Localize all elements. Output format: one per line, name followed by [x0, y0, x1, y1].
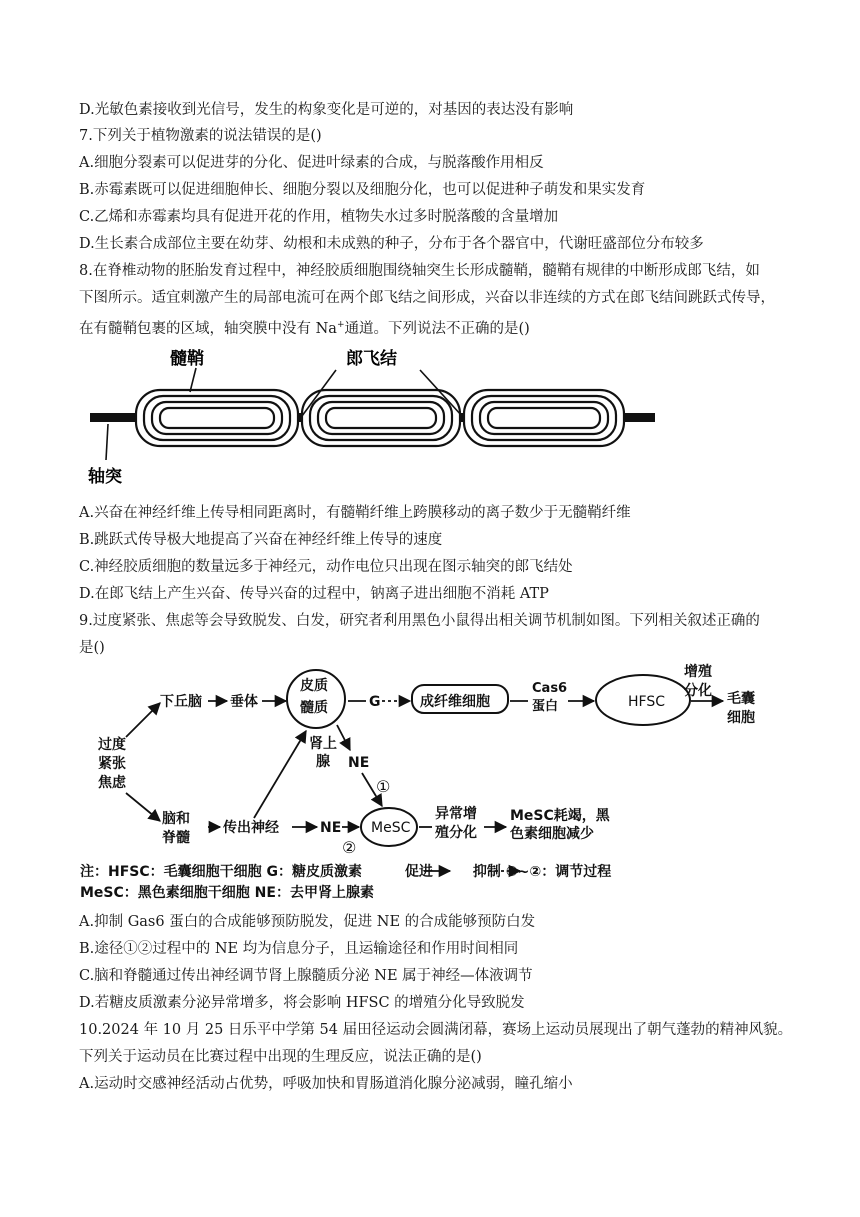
brain-spine-label-2: 脊髓: [162, 830, 190, 846]
mesc-label: MeSC: [371, 820, 411, 836]
abnormal-label-2: 殖分化: [435, 825, 477, 841]
myelin-pointer: [190, 368, 196, 392]
adrenal-label-2: 腺: [316, 754, 330, 770]
arrow-efferent-to-adrenal: [254, 731, 306, 818]
note-line-2: MeSC：黑色素细胞干细胞 NE：去甲肾上腺素: [80, 885, 374, 901]
q9-stem-line2: 是(): [79, 640, 105, 656]
result-label-1: MeSC耗竭，黑: [510, 808, 610, 824]
q9-option-c: C.脑和脊髓通过传出神经调节肾上腺髓质分泌 NE 属于神经—体液调节: [79, 968, 533, 984]
q9-option-b: B.途径①②过程中的 NE 均为信息分子，且运输途径和作用时间相同: [79, 941, 519, 957]
q8-option-a: A.兴奋在神经纤维上传导相同距离时，有髓鞘纤维上跨膜移动的离子数少于无髓鞘纤维: [79, 505, 631, 521]
q8-option-d: D.在郎飞结上产生兴奋、传导兴奋的过程中，钠离子进出细胞不消耗 ATP: [79, 586, 549, 602]
brain-spine-label-1: 脑和: [162, 811, 190, 827]
q7-option-d: D.生长素合成部位主要在幼芽、幼根和未成熟的种子，分布于各个器官中，代谢旺盛部位分布较多: [79, 236, 704, 252]
myelin-sheath-1: [136, 390, 298, 446]
hypothalamus-label: 下丘脑: [160, 694, 202, 710]
q7-option-a: A.细胞分裂素可以促进芽的分化、促进叶绿素的合成，与脱落酸作用相反: [79, 155, 544, 171]
arrow-stress-to-brain: [126, 793, 160, 821]
q8-stem-line2: 下图所示。适宜刺激产生的局部电流可在两个郎飞结之间形成，兴奋以非连续的方式在郎飞结间跳跃式传导，: [79, 290, 775, 306]
q8-option-c: C.神经胶质细胞的数量远多于神经元，动作电位只出现在图示轴突的郎飞结处: [79, 559, 573, 575]
na-superscript: +: [336, 320, 345, 330]
result-label-2: 色素细胞减少: [510, 826, 594, 842]
q9-option-a: A.抑制 Gas6 蛋白的合成能够预防脱发，促进 NE 的合成能够预防白发: [79, 914, 536, 930]
follicle-label-1: 毛囊: [727, 691, 755, 707]
q8-stem-part2: 通道。下列说法不正确的是(): [344, 320, 530, 337]
pathway-2-marker: ②: [342, 838, 357, 857]
q10-stem-line2: 下列关于运动员在比赛过程中出现的生理反应，说法正确的是(): [79, 1049, 482, 1065]
note-promote: 促进: [404, 864, 433, 880]
myelin-sheath-3: [464, 390, 624, 446]
adrenal-label-1: 肾上: [309, 736, 337, 752]
pathway-1-marker: ①: [376, 777, 391, 796]
q7-option-c: C.乙烯和赤霉素均具有促进开花的作用，植物失水过多时脱落酸的含量增加: [79, 209, 559, 225]
stress-label-3: 焦虑: [98, 775, 126, 791]
q9-option-d: D.若糖皮质激素分泌异常增多，将会影响 HFSC 的增殖分化导致脱发: [79, 995, 525, 1011]
note-line-1: [80, 863, 611, 880]
q6-option-d: D.光敏色素接收到光信号，发生的构象变化是可逆的，对基因的表达没有影响: [79, 102, 574, 118]
ne-mid-label: NE: [320, 820, 342, 836]
fibroblast-label: 成纤维细胞: [420, 694, 490, 710]
arrow-adrenal-to-ne: [337, 725, 350, 750]
pituitary-label: 垂体: [230, 694, 258, 710]
q8-stem-line3: [79, 315, 530, 339]
arrow-stress-to-hypothalamus: [126, 703, 160, 737]
proliferation-label-2: 分化: [684, 683, 712, 699]
proliferation-label-1: 增殖: [684, 664, 712, 680]
label-myelin: 髓鞘: [170, 349, 204, 369]
label-axon: 轴突: [88, 467, 122, 487]
abnormal-label-1: 异常增: [435, 806, 477, 822]
q10-option-a: A.运动时交感神经活动占优势，呼吸加快和胃肠道消化腺分泌减弱，瞳孔缩小: [79, 1076, 573, 1092]
hfsc-label: HFSC: [628, 694, 665, 710]
note-inhibit: 抑制 ①~②：调节过程: [472, 864, 612, 880]
myelin-figure: [80, 340, 680, 490]
q8-stem-part1: 在有髓鞘包裹的区域，轴突膜中没有 Na: [79, 320, 337, 337]
q7-stem: 7.下列关于植物激素的说法错误的是(): [79, 128, 322, 144]
stress-label-2: 紧张: [98, 756, 126, 772]
glucocorticoid-label: G: [369, 694, 381, 710]
q8-stem-line1: 8.在脊椎动物的胚胎发育过程中，神经胶质细胞围绕轴突生长形成髓鞘，髓鞘有规律的中断形成郎飞结，如: [79, 263, 760, 279]
follicle-label-2: 细胞: [727, 710, 755, 726]
label-ranvier-node: 郎飞结: [346, 349, 397, 369]
q8-option-b: B.跳跃式传导极大地提高了兴奋在神经纤维上传导的速度: [79, 532, 443, 548]
cas6-label-2: 蛋白: [532, 699, 559, 714]
cortex-label: 皮质: [300, 678, 328, 694]
q9-stem-line1: 9.过度紧张、焦虑等会导致脱发、白发，研究者利用黑色小鼠得出相关调节机制如图。下列相关叙述正确的: [79, 613, 760, 629]
cas6-label-1: Cas6: [532, 681, 568, 696]
axon-pointer: [106, 424, 108, 460]
stress-label-1: 过度: [98, 737, 126, 753]
medulla-label: 髓质: [300, 700, 328, 716]
ne-top-label: NE: [348, 755, 370, 771]
efferent-nerve-label: 传出神经: [223, 820, 279, 836]
regulation-figure: [80, 655, 770, 905]
note-prefix: 注：HFSC：毛囊细胞干细胞 G：糖皮质激素: [80, 864, 367, 880]
q7-option-b: B.赤霉素既可以促进细胞伸长、细胞分裂以及细胞分化，也可以促进种子萌发和果实发育: [79, 182, 646, 198]
q10-stem-line1: 10.2024 年 10 月 25 日乐平中学第 54 届田径运动会圆满闭幕，赛场上运动员展现出了朝气蓬勃的精神风貌。: [79, 1022, 793, 1038]
myelin-sheath-2: [302, 390, 460, 446]
